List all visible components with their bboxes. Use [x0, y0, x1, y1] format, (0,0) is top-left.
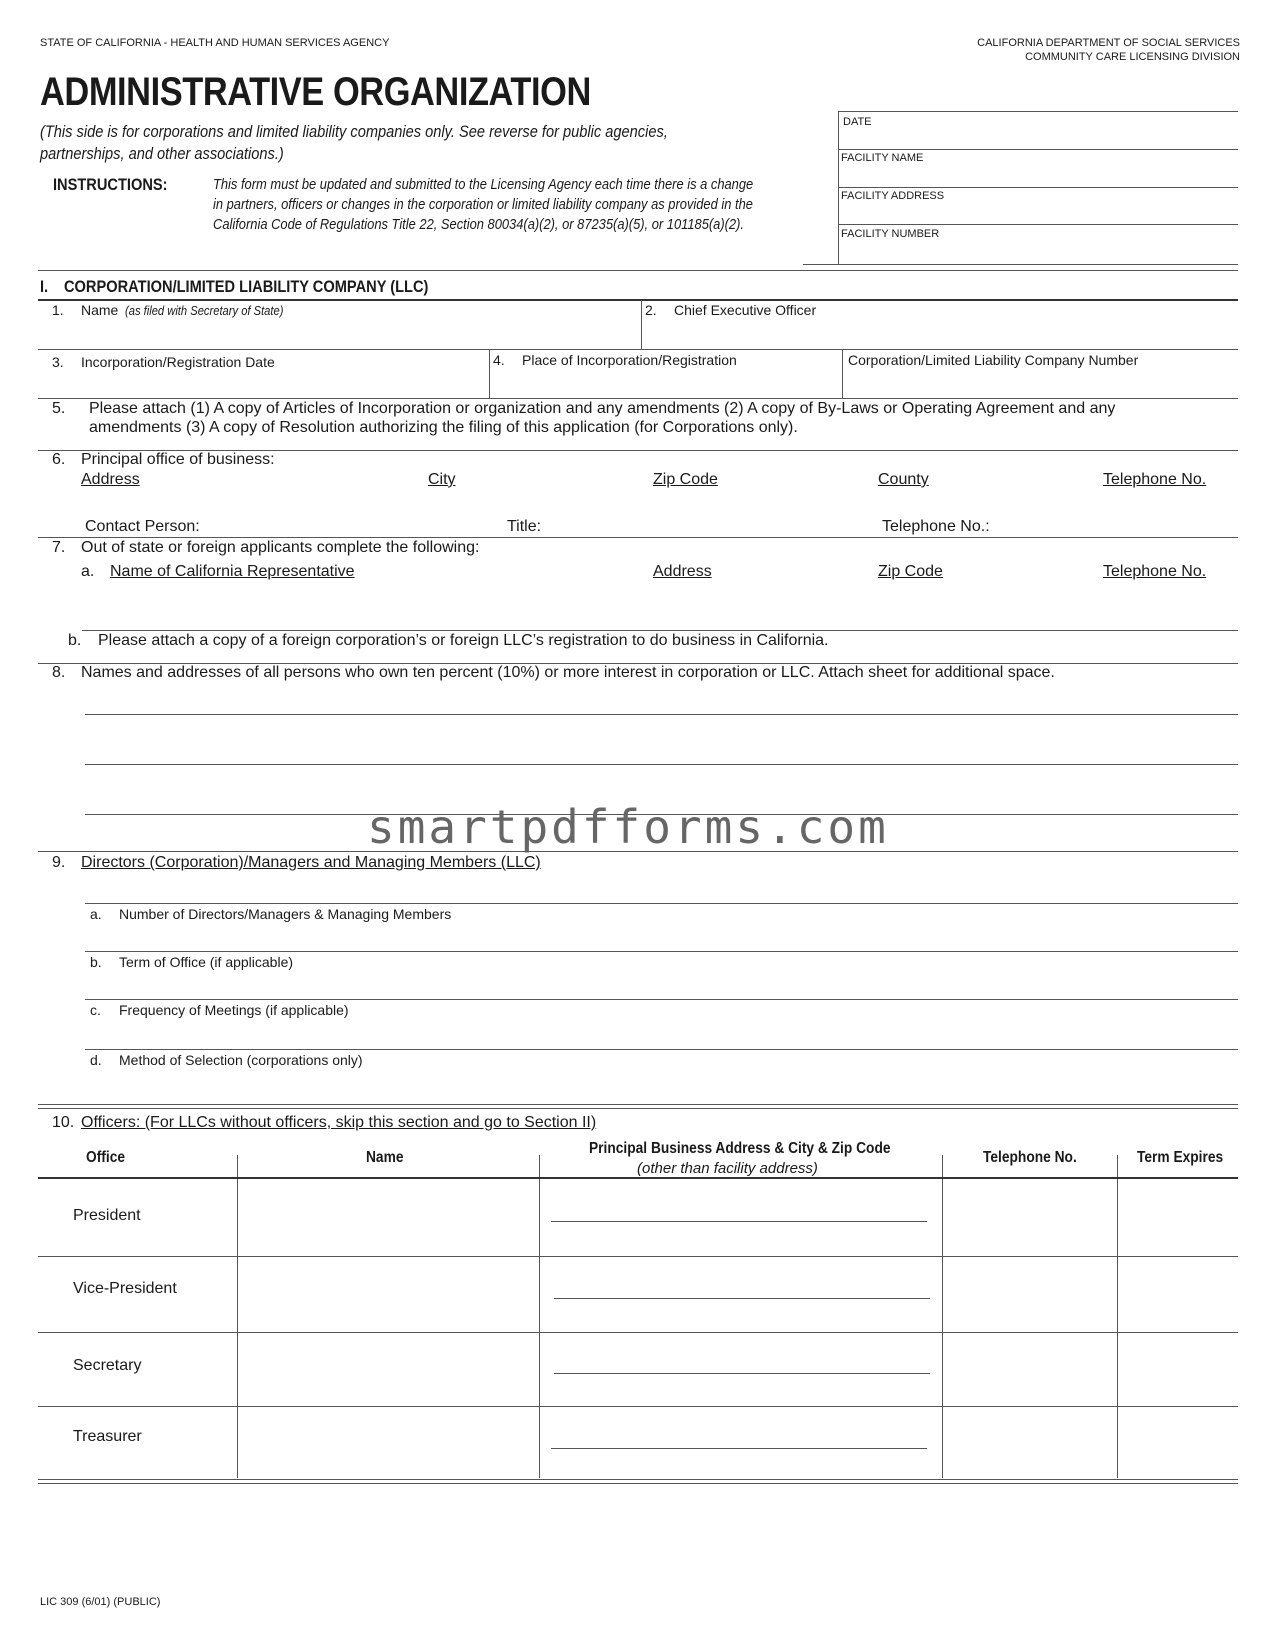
treasurer-term-field[interactable]: [1119, 1408, 1236, 1478]
item-1-number: 1.: [52, 302, 64, 318]
treasurer-phone-field[interactable]: [944, 1408, 1115, 1478]
president-address-field[interactable]: [551, 1200, 927, 1220]
place-of-incorporation-field[interactable]: [493, 370, 838, 397]
item-1-label: Name: [81, 302, 119, 318]
facility-address-field[interactable]: [840, 203, 1236, 223]
officers-office-header: Office: [86, 1149, 125, 1166]
president-phone-field[interactable]: [944, 1180, 1115, 1254]
method-of-selection-field[interactable]: [119, 1070, 1236, 1100]
principal-office-field[interactable]: [81, 492, 1236, 512]
item-5-line-1: Please attach (1) A copy of Articles of Incorporation or organization and any amendments (2) A copy of By-Laws or Operating Agreement and any: [89, 400, 1116, 417]
item-2-label: Chief Executive Officer: [674, 302, 817, 318]
contact-phone-label: Telephone No.:: [882, 518, 990, 535]
form-id: LIC 309 (6/01) (PUBLIC): [40, 1596, 161, 1608]
secretary-address-field[interactable]: [554, 1352, 930, 1372]
california-representative-field[interactable]: [81, 585, 1236, 629]
item-2-number: 2.: [645, 302, 657, 318]
treasurer-name-field[interactable]: [239, 1408, 537, 1478]
item-4-number: 4.: [493, 352, 505, 368]
item-3-label: Incorporation/Registration Date: [81, 354, 275, 370]
item-7a-number: a.: [81, 563, 95, 580]
item-8-label: Names and addresses of all persons who own ten percent (10%) or more interest in corporation or LLC. Attach sheet for additional space.: [81, 664, 1055, 681]
officer-row-vice-president: Vice-President: [73, 1280, 177, 1297]
item-4-label: Place of Incorporation/Registration: [522, 352, 737, 368]
watermark-text: smartpdfforms.com: [367, 800, 889, 854]
item-6-telephone-header: Telephone No.: [1103, 471, 1207, 488]
facility-name-label: FACILITY NAME: [841, 152, 924, 164]
department-name: CALIFORNIA DEPARTMENT OF SOCIAL SERVICES: [977, 37, 1240, 49]
item-7a-telephone-header: Telephone No.: [1103, 563, 1207, 580]
date-field[interactable]: [840, 128, 1236, 148]
secretary-phone-field[interactable]: [944, 1334, 1115, 1405]
form-title: ADMINISTRATIVE ORGANIZATION: [40, 70, 591, 114]
item-9d-label: Method of Selection (corporations only): [119, 1052, 363, 1068]
contact-title-label: Title:: [507, 518, 542, 535]
item-6-label: Principal office of business:: [81, 451, 275, 468]
officer-row-secretary: Secretary: [73, 1357, 142, 1374]
treasurer-address-field[interactable]: [551, 1427, 927, 1447]
officer-row-president: President: [73, 1207, 141, 1224]
item-1-note: (as filed with Secretary of State): [125, 303, 284, 318]
president-term-field[interactable]: [1119, 1180, 1236, 1254]
division-name: COMMUNITY CARE LICENSING DIVISION: [1025, 51, 1240, 63]
secretary-name-field[interactable]: [239, 1334, 537, 1405]
owner-line-2-field[interactable]: [85, 740, 1236, 763]
secretary-term-field[interactable]: [1119, 1334, 1236, 1405]
president-name-field[interactable]: [239, 1180, 537, 1254]
company-number-field[interactable]: [848, 370, 1236, 397]
item-9c-number: c.: [90, 1002, 101, 1018]
item-6-city-header: City: [428, 471, 456, 488]
item-7b-label: Please attach a copy of a foreign corporation’s or foreign LLC’s registration to do business in California.: [98, 632, 829, 649]
item-10-number: 10.: [52, 1114, 75, 1131]
item-5-number: 5.: [52, 400, 66, 417]
instructions-line-2: in partners, officers or changes in the corporation or limited liability company as provided in the: [213, 196, 753, 213]
facility-number-label: FACILITY NUMBER: [841, 228, 940, 240]
item-7-number: 7.: [52, 539, 66, 556]
item-9b-label: Term of Office (if applicable): [119, 954, 294, 970]
date-field-label: DATE: [843, 116, 872, 128]
item-9-label: Directors (Corporation)/Managers and Managing Members (LLC): [81, 854, 541, 871]
facility-address-label: FACILITY ADDRESS: [841, 190, 945, 202]
item-5-line-2: amendments (3) A copy of Resolution authorizing the filing of this application (for Corporations only).: [89, 419, 798, 436]
item-7a-representative-header: Name of California Representative: [110, 563, 355, 580]
section-1-number: I.: [40, 277, 49, 296]
vice-president-term-field[interactable]: [1119, 1258, 1236, 1331]
form-subtitle-line-2: partnerships, and other associations.): [40, 144, 284, 163]
owner-line-1-field[interactable]: [85, 690, 1236, 713]
term-of-office-field[interactable]: [119, 972, 1236, 998]
contact-phone-field[interactable]: [1000, 516, 1236, 536]
incorporation-date-field[interactable]: [40, 370, 486, 397]
item-9a-number: a.: [90, 906, 102, 922]
vice-president-address-field[interactable]: [554, 1277, 930, 1297]
vice-president-phone-field[interactable]: [944, 1258, 1115, 1331]
instructions-line-1: This form must be updated and submitted to the Licensing Agency each time there is a change: [213, 176, 754, 193]
officers-term-header: Term Expires: [1137, 1149, 1224, 1166]
contact-title-field[interactable]: [550, 516, 875, 536]
meeting-frequency-field[interactable]: [119, 1020, 1236, 1048]
corporation-name-field[interactable]: [40, 318, 638, 348]
item-7a-zip-header: Zip Code: [878, 563, 943, 580]
item-6-zip-header: Zip Code: [653, 471, 718, 488]
instructions-label: INSTRUCTIONS:: [53, 175, 168, 194]
vice-president-name-field[interactable]: [239, 1258, 537, 1331]
item-6-address-header: Address: [81, 471, 140, 488]
officer-row-treasurer: Treasurer: [73, 1428, 142, 1445]
item-7b-number: b.: [68, 632, 82, 649]
instructions-line-3: California Code of Regulations Title 22, Section 80034(a)(2), or 87235(a)(5), or 101185(a)(2).: [213, 216, 744, 233]
officers-phone-header: Telephone No.: [983, 1149, 1077, 1166]
section-1-title: CORPORATION/LIMITED LIABILITY COMPANY (LLC): [64, 277, 429, 296]
item-6-number: 6.: [52, 451, 66, 468]
form-subtitle-line-1: (This side is for corporations and limited liability companies only. See reverse for public agencies,: [40, 122, 668, 141]
item-9c-label: Frequency of Meetings (if applicable): [119, 1002, 349, 1018]
item-9-number: 9.: [52, 854, 66, 871]
item-10-label: Officers: (For LLCs without officers, skip this section and go to Section II): [81, 1114, 597, 1131]
number-of-directors-field[interactable]: [119, 924, 1236, 950]
officers-address-note: (other than facility address): [637, 1160, 818, 1177]
facility-name-field[interactable]: [840, 165, 1236, 186]
item-9a-label: Number of Directors/Managers & Managing Members: [119, 906, 452, 922]
officers-name-header: Name: [366, 1149, 404, 1166]
item-9d-number: d.: [90, 1052, 102, 1068]
chief-executive-officer-field[interactable]: [645, 318, 1237, 348]
item-8-number: 8.: [52, 664, 66, 681]
officers-address-header: Principal Business Address & City & Zip Code: [589, 1140, 891, 1157]
facility-number-field[interactable]: [840, 241, 1236, 263]
item-3-number: 3.: [52, 354, 64, 370]
item-7a-address-header: Address: [653, 563, 712, 580]
item-9b-number: b.: [90, 954, 102, 970]
item-6-county-header: County: [878, 471, 929, 488]
company-number-label: Corporation/Limited Liability Company Number: [848, 352, 1139, 368]
item-7-label: Out of state or foreign applicants complete the following:: [81, 539, 480, 556]
contact-person-field[interactable]: [210, 516, 500, 536]
agency-name: STATE OF CALIFORNIA - HEALTH AND HUMAN SERVICES AGENCY: [40, 37, 390, 49]
contact-person-label: Contact Person:: [85, 518, 200, 535]
